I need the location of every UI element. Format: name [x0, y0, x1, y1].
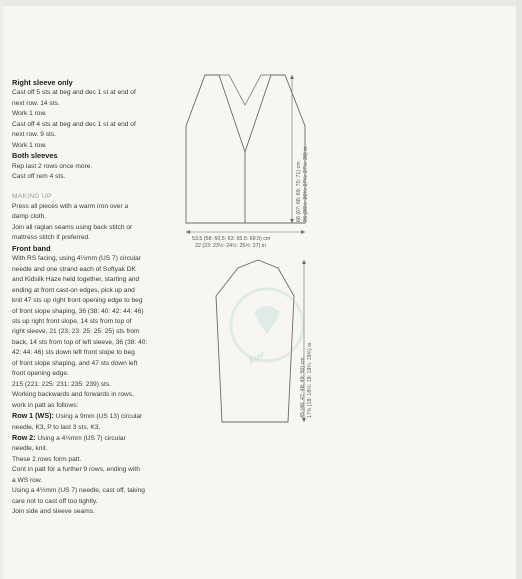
sleeve-length-cm: 45 (46: 47: 48: 49: 50) cm — [300, 357, 306, 418]
instruction-line: Working backwards and forwards in rows, — [12, 391, 134, 399]
body-outline-drawing — [160, 60, 310, 240]
instruction-line: Cast off 5 sts at beg and dec 1 st at end of — [12, 89, 136, 97]
instruction-line: sts up right front slope, 14 sts from top of — [12, 317, 132, 325]
sleeve-length-in: 17¾ (18: 18½: 19: 19¼: 19¾) in — [307, 342, 313, 418]
watermark-logo — [224, 282, 310, 368]
body-width-cm: 53.5 (58: 60.5: 63: 65.5: 69.5) cm — [192, 236, 271, 242]
instruction-line: Join all raglan seams using back stitch or — [12, 223, 133, 231]
instruction-line: knit 47 sts up right front opening edge to beg — [12, 297, 143, 305]
instruction-line: 42: 44: 46) sts down left front slope to beg — [12, 349, 135, 357]
instruction-line: back, 14 sts from top of left sleeve, 36 (38: 40: — [12, 338, 148, 346]
body-outline — [186, 75, 305, 223]
instruction-line: needle and one strand each of Softyak DK — [12, 265, 136, 273]
instruction-line: right sleeve, 21 (23: 23: 25: 25: 25) sts from — [12, 328, 140, 336]
instruction-line: of front slope shaping, 36 (38: 40: 42: 44: 46) — [12, 307, 144, 315]
instruction-line: Rep last 2 rows once more. — [12, 162, 93, 170]
row-2-text: Using a 4½mm (US 7) circular — [35, 434, 126, 442]
page-edge — [0, 0, 522, 6]
row-2-instruction — [12, 433, 172, 444]
instruction-line: mattress stitch if preferred. — [12, 234, 91, 242]
instruction-line: next row. 9 sts. — [12, 131, 56, 139]
pattern-instructions — [12, 78, 172, 518]
instruction-line: 215 (221: 225: 231: 235: 239) sts. — [12, 380, 111, 388]
arrow-left — [186, 230, 190, 234]
instruction-line: care not to cast off too tightly. — [12, 497, 98, 505]
right-sleeve-heading: Right sleeve only — [12, 78, 73, 87]
instruction-line: Using a 4½mm (US 7) needle, cast off, taking — [12, 487, 145, 495]
arrow-up — [290, 75, 294, 79]
watermark-text: Kate — [246, 348, 267, 366]
page-edge-right — [516, 0, 522, 579]
instruction-line: needle, K3, P to last 3 sts, K3. — [12, 423, 101, 431]
arrow-down — [302, 418, 306, 422]
page-edge-left — [0, 0, 3, 579]
arrow-up — [302, 260, 306, 264]
row-1-instruction — [12, 411, 172, 422]
instruction-line: needle, knit. — [12, 445, 48, 453]
instruction-line: Press all pieces with a warm iron over a — [12, 202, 129, 210]
instruction-line: Cast off rem 4 sts. — [12, 173, 66, 181]
instruction-line: a WS row. — [12, 476, 43, 484]
instruction-line: front opening edge. — [12, 370, 69, 378]
instruction-line: Work 1 row. — [12, 110, 47, 118]
row-1-text: Using a 9mm (US 13) circular — [53, 413, 143, 421]
instruction-line: Cast off 4 sts at beg and dec 1 st at end of — [12, 120, 136, 128]
body-width-in: 22 (23: 23½: 24½: 25½: 27) in — [195, 243, 266, 249]
arrow-right — [301, 230, 305, 234]
row-1-label: Row 1 (WS): — [12, 411, 54, 421]
body-length-in: 26 (26½: 26¾: 27¼: 27½: 28) in — [303, 146, 309, 222]
neckline — [219, 75, 271, 105]
instruction-line: Join side and sleeve seams. — [12, 508, 95, 516]
instruction-line: next row. 14 sts. — [12, 99, 60, 107]
body-schematic — [160, 60, 310, 240]
instruction-line: and Kidsilk Haze held together, starting and — [12, 276, 140, 284]
instruction-line: of front slope shaping, and 47 sts down left — [12, 359, 138, 367]
instruction-line: ending at front cast-on edges, pick up and — [12, 286, 135, 294]
making-up-label: MAKING UP — [12, 192, 52, 200]
instruction-line: With RS facing, using 4½mm (US 7) circular — [12, 255, 141, 263]
arrow-down — [290, 219, 294, 223]
both-sleeves-heading: Both sleeves — [12, 151, 58, 161]
instruction-line: damp cloth. — [12, 213, 47, 221]
instruction-line: Cont in patt for a further 9 rows, ending with — [12, 466, 140, 474]
body-length-cm: 66 (67: 68: 69: 70: 71) cm — [296, 161, 302, 222]
row-2-label: Row 2: — [12, 432, 36, 442]
instruction-line: Work 1 row. — [12, 141, 47, 149]
instruction-line: These 2 rows form patt. — [12, 455, 82, 463]
instruction-line: work in patt as follows: — [12, 401, 79, 409]
front-band-heading: Front band — [12, 243, 51, 253]
